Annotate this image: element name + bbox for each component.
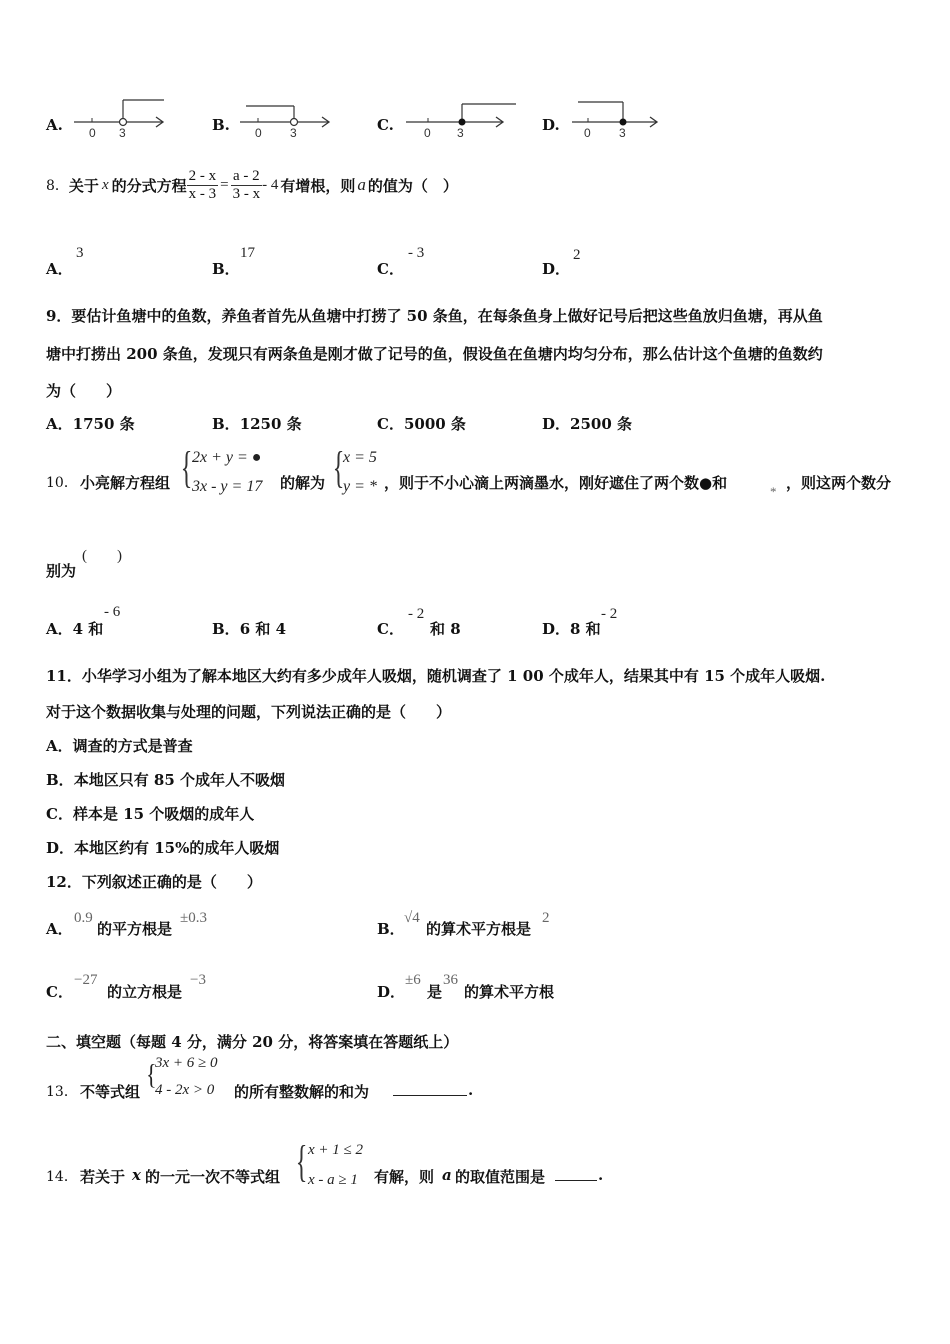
q11-line-1: 11．小华学习小组为了解本地区大约有多少成年人吸烟，随机调查了 1 00 个成年人，结果其中有 15 个成年人吸烟. [46, 667, 826, 685]
q7-option-d-letter: D. [542, 116, 560, 134]
q12-option-d-math1: ±6 [405, 972, 421, 988]
q8-var-x: x [101, 176, 109, 193]
q8-option-a-value: 3 [76, 245, 84, 261]
q9-option-d-letter: D． [542, 415, 571, 433]
q10-star-symbol: * [770, 484, 777, 499]
q10-option-b-text: 6 和 4 [239, 620, 287, 638]
q10-system2-line2: y = * [343, 478, 377, 495]
q10-system2-line1: x = 5 [343, 449, 377, 466]
q9-line-1: 9．要估计鱼塘中的鱼数，养鱼者首先从鱼塘中打捞了 50 条鱼，在每条鱼身上做好记号后把这些鱼放归鱼塘，再从鱼 [46, 307, 823, 325]
q14-system-line1: x + 1 ≤ 2 [308, 1142, 364, 1158]
q13-text-end: . [468, 1081, 474, 1099]
q10-system1 [192, 443, 262, 501]
q10-option-a-math: - 6 [104, 604, 121, 620]
q11-option-c-text: 样本是 15 个吸烟的成年人 [72, 805, 255, 823]
q8-equals: = [220, 176, 229, 193]
q8-frac2-numerator: a - 2 [231, 168, 263, 186]
q10-paren: ( ) [82, 548, 122, 564]
q14-var-x: x [132, 1166, 141, 1184]
q8-frac2-denominator: 3 - x [232, 185, 261, 202]
q12-option-b-letter: B． [377, 920, 405, 938]
q8-text-post: 有增根，则 [280, 176, 356, 195]
q10-system2 [343, 443, 377, 501]
q13-system-line1: 3x + 6 ≥ 0 [155, 1055, 218, 1071]
q12-option-c-math1: −27 [74, 972, 98, 988]
q10-option-c-text: 和 8 [430, 620, 461, 638]
section-2-heading: 二、填空题（每题 4 分，满分 20 分，将答案填在答题纸上） [46, 1033, 459, 1051]
q14-text-pre: 若关于 [80, 1168, 126, 1186]
q10-option-d-letter: D． [542, 620, 571, 638]
q10-text-end: ，则这两个数分 [786, 474, 892, 492]
q9-line-3: 为（ ） [46, 382, 122, 400]
q12-option-a-math2: ±0.3 [180, 910, 207, 926]
q7-option-c-number-line [402, 96, 520, 138]
q11-option-a-letter: A． [46, 737, 73, 755]
q8-option-d-letter: D． [542, 260, 571, 278]
q11-option-a-text: 调查的方式是普查 [72, 737, 193, 755]
q9-option-a [46, 413, 135, 434]
q8-stem [46, 162, 458, 208]
q7-d-tick-3: 3 [619, 126, 626, 138]
q9-option-c [377, 413, 466, 434]
q10-line-2: 别为 [46, 562, 77, 580]
q8-number: 8． [46, 178, 69, 194]
q10-option-d-text: 8 和 [570, 620, 601, 638]
q10-option-b [212, 618, 286, 639]
q11-option-b-text: 本地区只有 85 个成年人不吸烟 [73, 771, 286, 789]
q14-brace: { [295, 1137, 308, 1186]
q7-d-tick-0: 0 [584, 126, 591, 138]
q10-option-a-text: 4 和 [72, 620, 104, 638]
q11-option-d [46, 837, 279, 858]
q10-number: 10． [46, 475, 78, 491]
q12-option-d-letter: D． [377, 983, 406, 1001]
q12-option-b-math2: 2 [542, 910, 550, 926]
q8-option-b-value: 17 [240, 245, 255, 261]
q8-frac1-numerator: 2 - x [188, 167, 217, 184]
q14-number: 14． [46, 1169, 78, 1185]
q9-option-d-text: 2500 条 [570, 415, 632, 433]
q13-text-post: 的所有整数解的和为 [234, 1083, 370, 1101]
q11-line-2: 对于这个数据收集与处理的问题，下列说法正确的是（ ） [46, 703, 452, 721]
q11-option-a [46, 735, 193, 756]
q12-option-d-text: 是 [427, 983, 443, 1001]
q12-option-c-math2: −3 [190, 972, 206, 988]
q10-system1-brace: { [180, 443, 193, 492]
q9-option-a-letter: A． [46, 415, 73, 433]
q8-fraction-2 [231, 168, 263, 203]
q8-fraction-1 [187, 168, 219, 203]
q10-option-a-letter: A． [46, 620, 73, 638]
q7-option-a-number-line [70, 96, 170, 138]
q10-option-d-math: - 2 [601, 606, 618, 622]
q13-number: 13． [46, 1084, 78, 1100]
q14-answer-blank[interactable] [555, 1180, 597, 1181]
q7-c-tick-0: 0 [424, 126, 431, 138]
q7-b-tick-0: 0 [255, 126, 262, 138]
q14-text-post: 有解，则 [374, 1168, 435, 1186]
q11-option-c-letter: C． [46, 805, 73, 823]
q14-system-line2: x - a ≥ 1 [308, 1172, 358, 1188]
q7-b-tick-3: 3 [290, 126, 297, 138]
q8-text-end: 的值为（ ） [367, 176, 458, 195]
q10-text-post: ，则于不小心滴上两滴墨水，刚好遮住了两个数●和 [384, 474, 728, 492]
q13-answer-blank[interactable] [393, 1095, 467, 1096]
q13-brace: { [146, 1058, 157, 1091]
q11-option-b [46, 769, 285, 790]
q9-option-b [212, 413, 302, 434]
q9-option-b-text: 1250 条 [239, 415, 302, 433]
q12-option-c-letter: C． [46, 983, 73, 1001]
q13-text-pre: 不等式组 [80, 1083, 141, 1101]
q8-option-c-letter: C． [377, 260, 404, 278]
q10-option-d [542, 618, 601, 639]
q11-option-c [46, 803, 254, 824]
q10-option-b-letter: B． [212, 620, 240, 638]
q14-var-a: a [442, 1166, 452, 1184]
q7-option-d-number-line [568, 96, 668, 138]
q12-option-d-text2: 的算术平方根 [464, 983, 555, 1001]
q12-option-a-math1: 0.9 [74, 910, 93, 926]
q11-option-d-letter: D． [46, 839, 75, 857]
q7-a-tick-0: 0 [89, 126, 96, 138]
q9-option-c-text: 5000 条 [403, 415, 466, 433]
q13-system [155, 1050, 218, 1104]
q9-line-2: 塘中打捞出 200 条鱼，发现只有两条鱼是刚才做了记号的鱼，假设鱼在鱼塘内均匀分布，那么估计这个鱼塘的鱼数约 [46, 345, 823, 363]
q8-var-a: a [357, 175, 366, 194]
q8-option-a-letter: A． [46, 260, 73, 278]
q7-option-b-letter: B. [212, 116, 230, 134]
q13-system-line2: 4 - 2x > 0 [155, 1082, 215, 1098]
q8-text-pre: 关于 [68, 176, 99, 195]
q10-option-c-letter: C． [377, 620, 404, 638]
q14-text-mid: 的一元一次不等式组 [145, 1168, 281, 1186]
q12-option-b-text: 的算术平方根是 [426, 920, 532, 938]
q12-option-a-text: 的平方根是 [97, 920, 173, 938]
q7-option-c-letter: C. [377, 116, 394, 134]
q12-stem: 12．下列叙述正确的是（ ） [46, 873, 262, 891]
q7-c-tick-3: 3 [457, 126, 464, 138]
q8-text-mid: 的分式方程 [111, 176, 187, 195]
q9-option-a-text: 1750 条 [72, 415, 135, 433]
q8-frac1-denominator: x - 3 [188, 185, 217, 202]
q12-option-c-text: 的立方根是 [107, 983, 183, 1001]
q8-option-d-value: 2 [573, 247, 581, 263]
q7-a-tick-3: 3 [119, 126, 126, 138]
q11-option-d-text: 本地区约有 15%的成年人吸烟 [74, 839, 280, 857]
q8-option-c-value: - 3 [408, 245, 425, 261]
q12-option-d-math2: 36 [443, 972, 458, 988]
q10-option-c-math: - 2 [408, 606, 425, 622]
q10-system1-line2: 3x - y = 17 [192, 478, 263, 495]
q9-option-c-letter: C． [377, 415, 404, 433]
q8-option-b-letter: B． [212, 260, 240, 278]
q9-option-b-letter: B． [212, 415, 240, 433]
q10-system1-line1: 2x + y = ● [192, 449, 262, 466]
q10-system2-brace: { [332, 443, 345, 492]
q10-text-mid: 的解为 [280, 474, 326, 492]
q14-text-end: . [598, 1166, 604, 1184]
q12-option-a-letter: A． [46, 920, 73, 938]
q12-option-b-math1: √4 [404, 910, 420, 926]
q14-text-post2: 的取值范围是 [455, 1168, 546, 1186]
q7-option-a-letter: A. [46, 116, 63, 134]
q10-option-a [46, 618, 103, 639]
q7-option-b-number-line [236, 96, 336, 138]
q11-option-b-letter: B． [46, 771, 74, 789]
q10-text-pre: 小亮解方程组 [80, 474, 171, 492]
q9-option-d [542, 413, 632, 434]
q8-tail-term: - 4 [262, 176, 279, 193]
q14-system [308, 1135, 363, 1195]
